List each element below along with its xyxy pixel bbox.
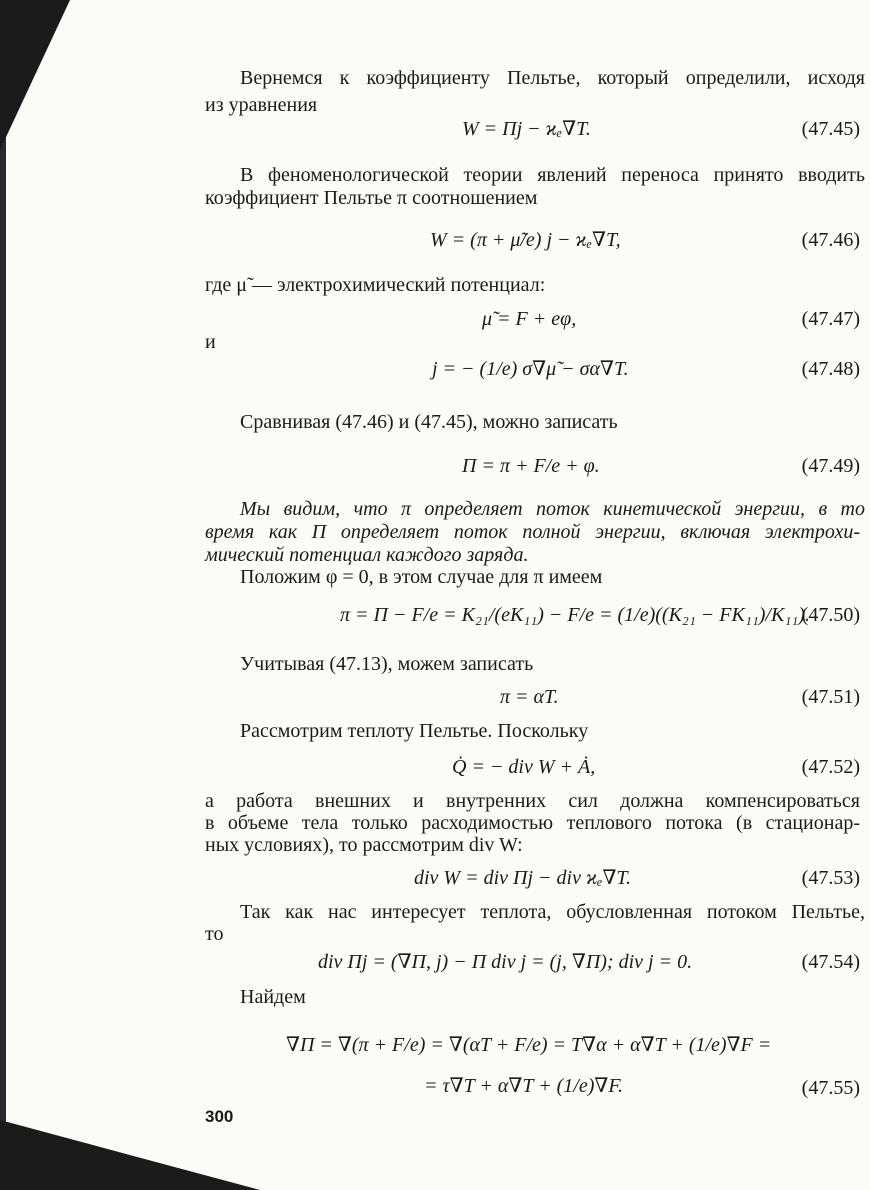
text-line: Найдем bbox=[240, 986, 306, 1008]
text-line: В феноменологической теории явлений переноса принято вводить bbox=[240, 164, 865, 186]
equation-number: (47.52) bbox=[801, 756, 860, 778]
text-line: Мы видим, что π определяет поток кинетической энергии, в то bbox=[240, 498, 865, 520]
equation-47-48: j = − (1/e) σ∇μ̃ − σα∇T. bbox=[432, 358, 629, 380]
equation-47-51: π = αT. bbox=[500, 686, 559, 708]
equation-47-53: div W = div Пj − div ϰₑ∇T. bbox=[414, 867, 632, 889]
text-line: Рассмотрим теплоту Пельтье. Поскольку bbox=[240, 720, 589, 742]
scan-corner-shadow-top bbox=[0, 0, 70, 150]
text-line: Сравнивая (47.46) и (47.45), можно записать bbox=[240, 411, 618, 433]
equation-number: (47.53) bbox=[801, 867, 860, 889]
text-line: из уравнения bbox=[205, 94, 318, 116]
text-line: то bbox=[205, 923, 224, 945]
equation-number: (47.46) bbox=[801, 229, 860, 251]
text-line: ных условиях), то рассмотрим div W: bbox=[205, 834, 523, 856]
equation-number: (47.54) bbox=[801, 951, 860, 973]
equation-number: (47.55) bbox=[801, 1077, 860, 1099]
text-line: время как П определяет поток полной энергии, включая электрохи- bbox=[205, 521, 860, 543]
text-line: и bbox=[205, 331, 216, 353]
text-line: Положим φ = 0, в этом случае для π имеем bbox=[240, 566, 603, 588]
equation-47-55-line2: = τ∇T + α∇T + (1/e)∇F. bbox=[424, 1075, 623, 1097]
equation-47-46: W = (π + μ̃/e) j − ϰₑ∇T, bbox=[430, 229, 621, 251]
text-line: Вернемся к коэффициенту Пельтье, который определили, исходя bbox=[240, 67, 865, 89]
text-line: Учитывая (47.13), можем записать bbox=[240, 653, 534, 675]
equation-47-45: W = Пj − ϰₑ∇T. bbox=[462, 118, 591, 140]
equation-47-54: div Пj = (∇П, j) − П div j = (j, ∇П); div j = 0. bbox=[318, 951, 693, 973]
text-line: где μ̃ — электрохимический потенциал: bbox=[205, 274, 546, 296]
text-line: а работа внешних и внутренних сил должна компенсироваться bbox=[205, 790, 860, 812]
text-line: коэффициент Пельтье π соотношением bbox=[205, 187, 538, 209]
equation-47-49: П = π + F/e + φ. bbox=[462, 455, 600, 477]
scan-left-edge-shadow bbox=[0, 0, 6, 1190]
text-line: Так как нас интересует теплота, обусловленная потоком Пельтье, bbox=[240, 901, 865, 923]
equation-47-50: π = П − F/e = K₂₁/(eK₁₁) − F/e = (1/e)((K₂₁ − FK₁₁)/K₁₁). bbox=[340, 604, 810, 626]
equation-number: (47.51) bbox=[801, 686, 860, 708]
equation-47-55-line1: ∇П = ∇(π + F/e) = ∇(αT + F/e) = T∇α + α∇T + (1/e)∇F = bbox=[286, 1034, 772, 1056]
scan-corner-shadow-bottom bbox=[0, 1120, 260, 1190]
page-number: 300 bbox=[205, 1107, 234, 1126]
equation-47-52: Q̇ = − div W + Ȧ, bbox=[452, 756, 596, 778]
equation-number: (47.48) bbox=[801, 358, 860, 380]
equation-number: (47.47) bbox=[801, 308, 860, 330]
equation-47-47: μ̃ = F + eφ, bbox=[482, 308, 577, 330]
text-line: в объеме тела только расходимостью теплового потока (в стационар- bbox=[205, 812, 860, 834]
equation-number: (47.50) bbox=[801, 604, 860, 626]
equation-number: (47.45) bbox=[801, 118, 860, 140]
equation-number: (47.49) bbox=[801, 455, 860, 477]
text-line: мический потенциал каждого заряда. bbox=[205, 544, 529, 566]
